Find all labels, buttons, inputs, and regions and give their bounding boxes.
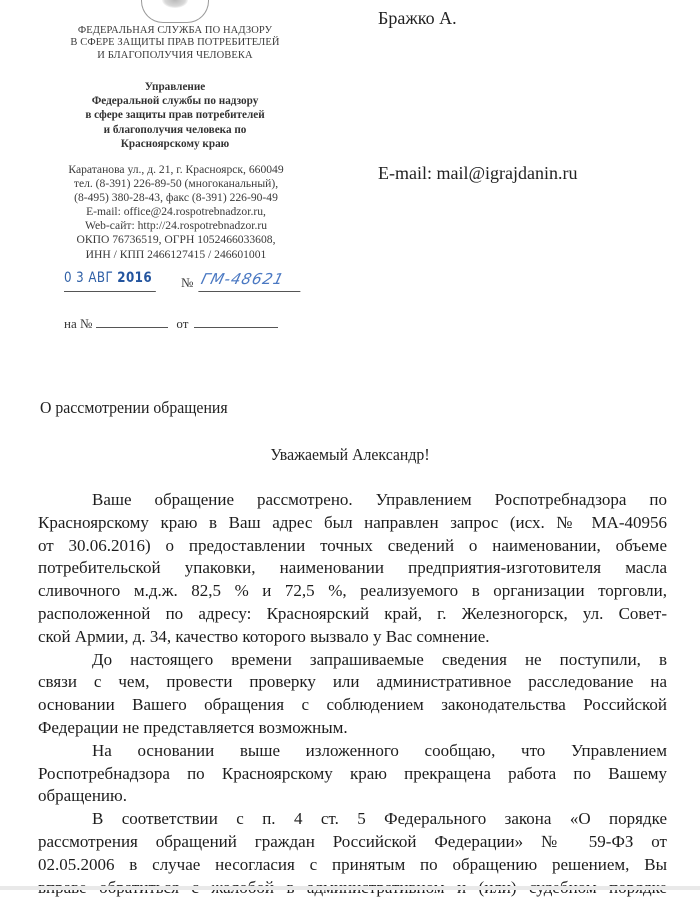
text-line: До настоящего времени запрашиваемые сведения не поступили, в: [92, 649, 667, 669]
agency-name: [60, 25, 290, 62]
text-line: ской Армии, д. 34, качество которого вызвало у Вас сомнение.: [38, 626, 490, 646]
text-line: потребительской упаковки, наименовании предприятия-изготовителя масла: [38, 558, 667, 578]
text-line: связи с чем, провести проверку или административное расследование на: [38, 672, 667, 692]
text-line: Роспотребнадзора по Красноярскому краю прекращена работа по Вашему: [38, 763, 667, 783]
phone-line: тел. (8-391) 226-89-50 (многоканальный),: [73, 177, 279, 191]
text-line: 02.05.2006 в случае несогласия с принятым по обращению решением, Вы: [38, 854, 667, 874]
department-line: и благополучия человека по: [103, 123, 247, 136]
from-label: от: [176, 316, 189, 331]
text-line: Федерации не представляется возможным.: [38, 717, 348, 737]
number-label: №: [181, 275, 194, 290]
stamp-year: 2016: [117, 270, 153, 286]
text-line: основании Вашего обращения с соблюдением законодательства Российской: [38, 695, 667, 715]
paragraph: [38, 649, 667, 740]
agency-line: И БЛАГОПОЛУЧИЯ ЧЕЛОВЕКА: [97, 49, 253, 61]
reply-date-blank: [194, 317, 278, 328]
text-line: Ваше обращение рассмотрено. Управлением Роспотребнадзора по: [92, 490, 667, 509]
address-line: Каратанова ул., д. 21, г. Красноярск, 660049: [68, 163, 284, 176]
double-headed-eagle-icon: [162, 0, 188, 8]
fax-line: (8-495) 380-28-43, факс (8-391) 226-90-49: [74, 191, 278, 205]
department-line: Красноярскому краю: [120, 137, 230, 150]
coat-of-arms-emblem-icon: [141, 0, 209, 23]
page-bottom-edge: [0, 886, 700, 890]
department-name: [58, 80, 292, 151]
okpo-ogrn-line: ОКПО 76736519, ОГРН 1052466033608,: [76, 233, 276, 247]
reply-number-blank: [96, 317, 168, 328]
text-line: от 30.06.2016) о предоставлении точных сведений о наименовании, объеме: [38, 535, 667, 555]
reply-reference-row: [64, 316, 278, 332]
registration-row: [64, 270, 324, 296]
inn-kpp-line: ИНН / КПП 2466127415 / 246601001: [85, 247, 267, 261]
letter-subject: О рассмотрении обращения: [40, 398, 228, 417]
text-line: обращению.: [38, 786, 127, 806]
text-line: рассмотрения обращений граждан Российской Федерации» № 59-ФЗ от: [38, 831, 667, 851]
paragraph: [38, 740, 667, 808]
greeting: Уважаемый Александр!: [270, 445, 430, 464]
text-line: сливочного м.д.ж. 82,5 % и 72,5 %, реализуемого в организации торговли,: [38, 581, 667, 601]
agency-line: ФЕДЕРАЛЬНАЯ СЛУЖБА ПО НАДЗОРУ: [77, 25, 273, 36]
email-line: E-mail: office@24.rospotrebnadzor.ru,: [86, 205, 266, 219]
contact-block: [56, 163, 296, 262]
recipient-name: Бражко А.: [378, 8, 457, 28]
handwritten-registration-number: ГМ-48621: [198, 270, 305, 292]
department-line: Федеральной службы по надзору: [91, 95, 259, 108]
stamp-day: 0 3: [64, 270, 85, 286]
department-line: в сфере защиты прав потребителей: [85, 109, 265, 122]
department-line: Управление: [144, 81, 206, 93]
agency-line: В СФЕРЕ ЗАЩИТЫ ПРАВ ПОТРЕБИТЕЛЕЙ: [70, 37, 280, 49]
letter-body: [38, 489, 667, 899]
text-line: Красноярскому краю в Ваш адрес был направлен запрос (исх. № МА-40956: [38, 512, 667, 532]
website-line: Web-сайт: http://24.rospotrebnadzor.ru: [84, 219, 268, 233]
stamp-month: АВГ: [88, 270, 114, 286]
text-line: В соответствии с п. 4 ст. 5 Федерального закона «О порядке: [92, 809, 667, 829]
recipient-email: E-mail: mail@igrajdanin.ru: [378, 163, 578, 183]
date-stamp: [64, 270, 156, 292]
text-line: На основании выше изложенного сообщаю, что Управлением: [92, 740, 667, 760]
reply-to-label: на №: [64, 316, 93, 331]
text-line: расположенной по адресу: Красноярский край, г. Железногорск, ул. Совет-: [38, 603, 667, 623]
paragraph: [38, 489, 667, 649]
